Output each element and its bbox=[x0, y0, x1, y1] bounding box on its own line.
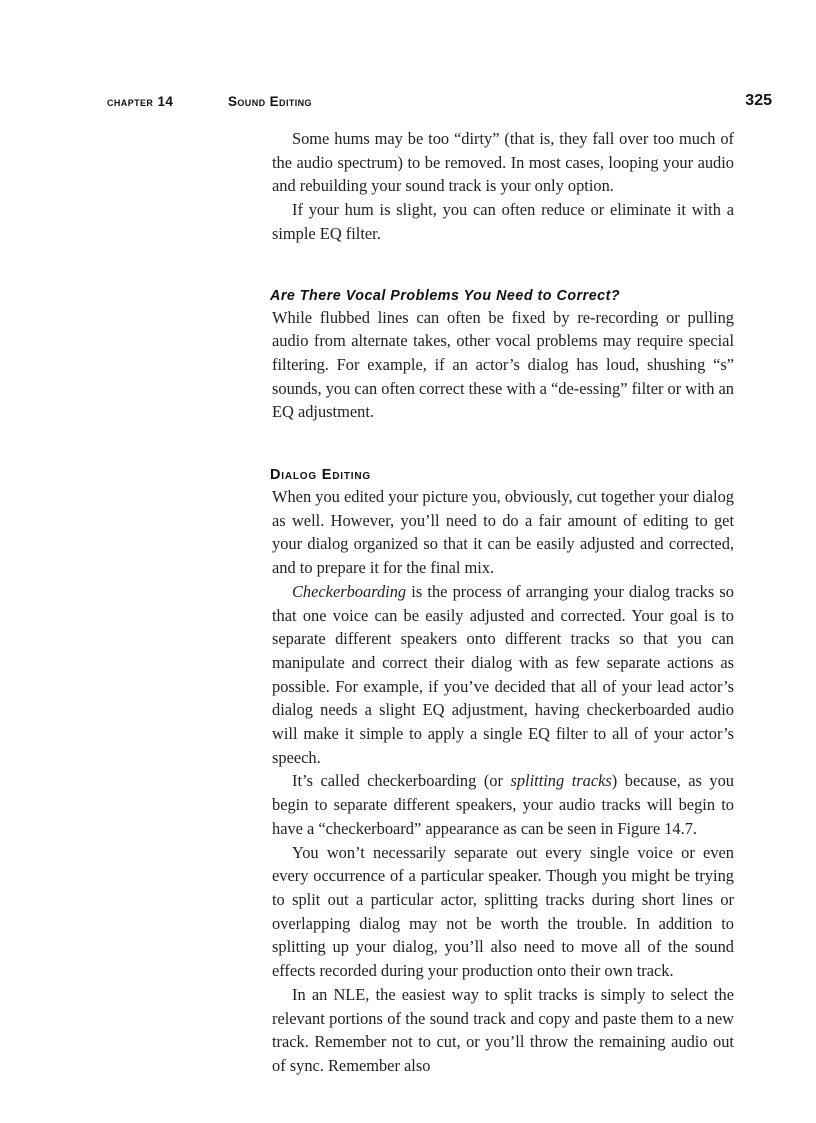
body-text bbox=[272, 127, 734, 1078]
paragraph: In an NLE, the easiest way to split tracks is simply to select the relevant portions of the sound track and copy and paste them to a new track. Remember not to cut, or you’ll throw the remaining audio out of sync. Remember also bbox=[272, 984, 734, 1075]
term-splitting-tracks: splitting tracks bbox=[510, 771, 612, 791]
paragraph bbox=[272, 769, 734, 840]
section-heading: Dialog Editing bbox=[270, 467, 371, 484]
paragraph: You won’t necessarily separate out every single voice or even every occurrence of a particular speaker. Though you might be trying to split out a particular actor, splitting tracks during short lines or overlapping dialog may not be worth the trouble. In addition to splitting up your dialog, you’ll also need to move all of the sound effects recorded during your production onto their own track. bbox=[272, 842, 734, 981]
paragraph-text: It’s called checkerboarding (or bbox=[292, 771, 511, 791]
paragraph: Some hums may be too “dirty” (that is, they fall over too much of the audio spectrum) to be removed. In most cases, looping your audio and rebuilding your sound track is your only option. bbox=[272, 129, 734, 196]
paragraph-text: is the process of arranging your dialog tracks so that one voice can be easily adjusted and corrected. Your goal is to separate different speakers onto different tracks so that you can manipulate and correct their dialog with as few separate actions as possible. For example, if you’ve decided that all of your lead actor’s dialog needs a slight EQ adjustment, having checkerboarded audio will make it simple to apply a single EQ filter to all of your actor’s speech. bbox=[272, 581, 734, 767]
paragraph: If your hum is slight, you can often reduce or eliminate it with a simple EQ filter. bbox=[272, 200, 734, 243]
running-header bbox=[107, 92, 772, 112]
page-number: 325 bbox=[745, 92, 772, 109]
paragraph: When you edited your picture you, obviously, cut together your dialog as well. However, you’ll need to do a fair amount of editing to get your dialog organized so that it can be easily adjusted and corrected, and to prepare it for the final mix. bbox=[272, 487, 734, 578]
subheading: Are There Vocal Problems You Need to Correct? bbox=[270, 287, 621, 304]
chapter-word: chapter bbox=[107, 94, 154, 109]
chapter-number: 14 bbox=[157, 94, 174, 109]
paragraph-text: ) because, as you begin to separate different speakers, your audio tracks will begin to have a “checkerboard” appearance as can be seen in Figure 14.7. bbox=[272, 771, 734, 838]
chapter-label bbox=[107, 94, 173, 109]
paragraph bbox=[272, 580, 734, 770]
section-title: Sound Editing bbox=[228, 94, 312, 109]
paragraph: While flubbed lines can often be fixed by re-recording or pulling audio from alternate takes, other vocal problems may require special filtering. For example, if an actor’s dialog has loud, shushing “s” sounds, you can often correct these with a “de-essing” filter or with an EQ adjustment. bbox=[272, 307, 734, 422]
term-checkerboarding: Checkerboarding bbox=[292, 581, 407, 601]
